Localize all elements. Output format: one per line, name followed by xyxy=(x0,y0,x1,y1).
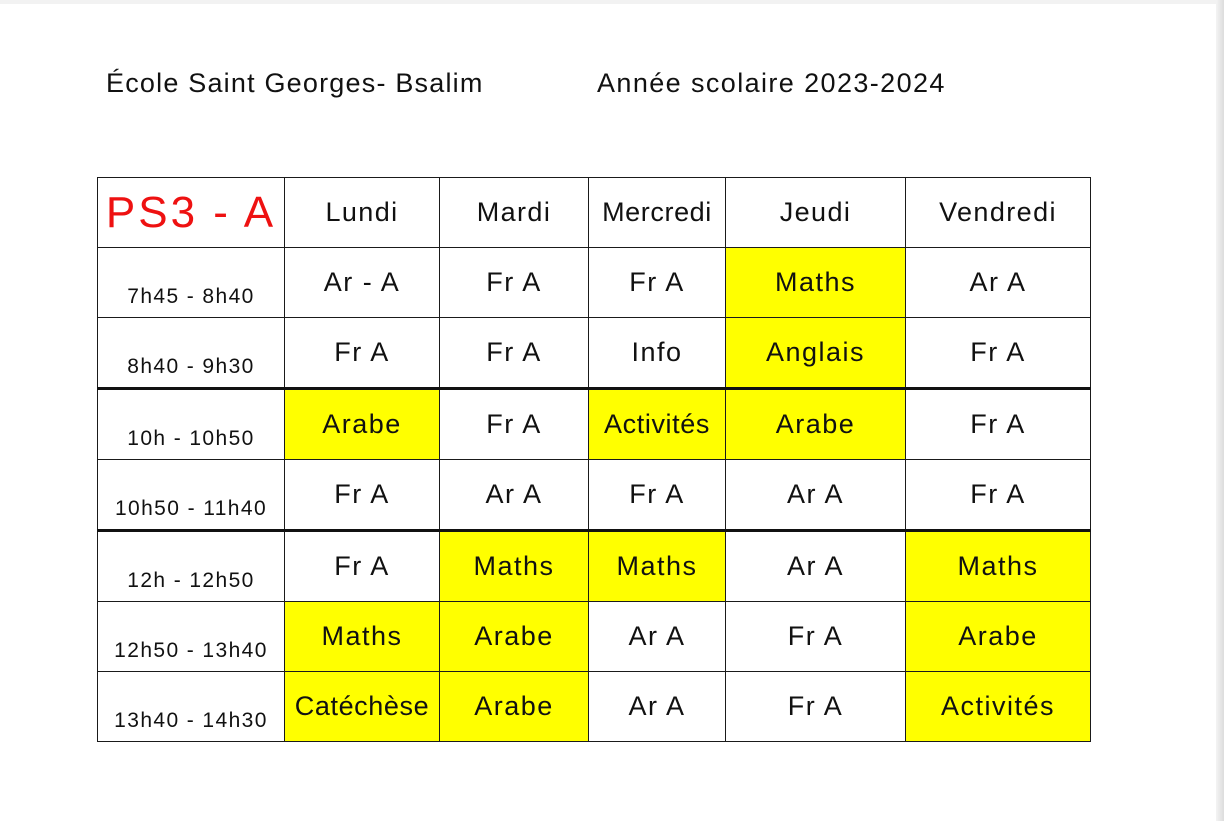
time-slot: 10h - 10h50 xyxy=(98,389,285,460)
table-row xyxy=(98,389,1091,460)
schedule-cell: Info xyxy=(589,318,726,389)
schedule-cell: Arabe xyxy=(726,389,906,460)
time-slot: 10h50 - 11h40 xyxy=(98,460,285,531)
table-row xyxy=(98,531,1091,602)
schedule-cell: Maths xyxy=(589,531,726,602)
time-slot: 13h40 - 14h30 xyxy=(98,672,285,742)
school-name: École Saint Georges- Bsalim xyxy=(106,68,484,98)
time-slot: 8h40 - 9h30 xyxy=(98,318,285,389)
schedule-cell: Catéchèse xyxy=(285,672,440,742)
schedule-cell: Fr A xyxy=(589,248,726,318)
table-row xyxy=(98,672,1091,742)
schedule-cell: Ar A xyxy=(726,460,906,531)
schedule-cell: Anglais xyxy=(726,318,906,389)
schedule-cell: Fr A xyxy=(906,318,1091,389)
table-row xyxy=(98,460,1091,531)
schedule-cell: Fr A xyxy=(906,460,1091,531)
schedule-cell: Arabe xyxy=(906,602,1091,672)
time-slot: 7h45 - 8h40 xyxy=(98,248,285,318)
schedule-cell: Fr A xyxy=(285,318,440,389)
schedule-cell: Fr A xyxy=(440,248,589,318)
schedule-cell: Ar A xyxy=(726,531,906,602)
day-header-vendredi: Vendredi xyxy=(906,178,1091,248)
timetable-header-row xyxy=(98,178,1091,248)
schedule-cell: Activités xyxy=(589,389,726,460)
schedule-cell: Fr A xyxy=(285,531,440,602)
page-top-edge xyxy=(0,0,1224,4)
schedule-cell: Fr A xyxy=(589,460,726,531)
schedule-cell: Activités xyxy=(906,672,1091,742)
schedule-cell: Ar A xyxy=(906,248,1091,318)
schedule-cell: Arabe xyxy=(440,672,589,742)
timetable xyxy=(97,177,1091,742)
schedule-cell: Arabe xyxy=(285,389,440,460)
school-year: Année scolaire 2023-2024 xyxy=(597,68,946,98)
schedule-cell: Fr A xyxy=(726,602,906,672)
schedule-cell: Maths xyxy=(440,531,589,602)
day-header-jeudi: Jeudi xyxy=(726,178,906,248)
schedule-cell: Fr A xyxy=(726,672,906,742)
page-right-edge xyxy=(1216,0,1224,821)
time-slot: 12h - 12h50 xyxy=(98,531,285,602)
schedule-cell: Ar A xyxy=(589,602,726,672)
table-row xyxy=(98,602,1091,672)
schedule-cell: Maths xyxy=(285,602,440,672)
schedule-cell: Maths xyxy=(906,531,1091,602)
schedule-cell: Ar A xyxy=(589,672,726,742)
schedule-cell: Ar - A xyxy=(285,248,440,318)
schedule-cell: Arabe xyxy=(440,602,589,672)
table-row xyxy=(98,248,1091,318)
schedule-cell: Fr A xyxy=(440,389,589,460)
day-header-mardi: Mardi xyxy=(440,178,589,248)
schedule-cell: Maths xyxy=(726,248,906,318)
class-title: PS3 - A xyxy=(98,178,285,248)
table-row xyxy=(98,318,1091,389)
schedule-cell: Fr A xyxy=(440,318,589,389)
schedule-cell: Fr A xyxy=(906,389,1091,460)
day-header-mercredi: Mercredi xyxy=(589,178,726,248)
schedule-cell: Ar A xyxy=(440,460,589,531)
schedule-cell: Fr A xyxy=(285,460,440,531)
day-header-lundi: Lundi xyxy=(285,178,440,248)
time-slot: 12h50 - 13h40 xyxy=(98,602,285,672)
